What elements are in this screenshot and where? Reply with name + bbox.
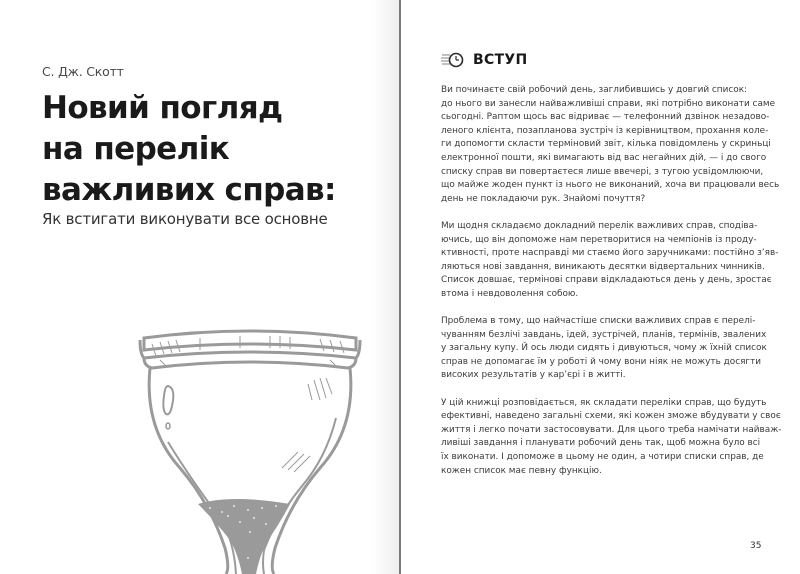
text-line: справ не допомагає їм у роботі й чому вони ніяк не можуть досягти (441, 356, 762, 367)
page-number: 35 (750, 541, 762, 551)
author-name: С. Дж. Скотт (42, 64, 124, 79)
paragraph (441, 397, 782, 479)
text-line: ктивності, проте насправді ми стаємо його заручниками: постійно з’яв- (441, 248, 779, 259)
book-title-line: Новий погляд (42, 90, 283, 126)
text-line: втома і невдоволення собою. (441, 288, 579, 299)
section-title: ВСТУП (473, 52, 528, 68)
book-subtitle: Як встигати виконувати все основне (42, 210, 328, 228)
paragraph (441, 84, 780, 206)
book-title-line: на перелік (42, 131, 230, 167)
text-line: ефективні, наведено загальні схеми, які кожен зможе вбудувати у своє (441, 411, 781, 422)
text-line: Ми щодня складаємо докладний перелік важливих справ, сподіва- (441, 220, 758, 231)
text-line: високих результатів у кар’єрі і в житті. (441, 370, 626, 381)
left-page (0, 0, 399, 574)
text-line: день не покладаючи рук. Знайомі почуття? (441, 193, 646, 204)
text-line: Проблема в тому, що найчастіше списки важливих справ є перелі- (441, 316, 756, 327)
text-line: життя і легко почати застосовувати. Для цього треба намічати найваж- (441, 424, 782, 435)
clock-speed-icon (441, 52, 465, 68)
text-line: ги допомогти скласти терміновий звіт, кілька повідомлень у скриньці (441, 139, 771, 150)
hourglass-icon (130, 318, 370, 574)
body-text (441, 84, 782, 492)
text-line: Список довшає, термінові справи відкладаються день у день, зростає (441, 275, 772, 286)
text-line: сьогодні. Раптом щось вас відриває — телефонний дзвінок незадово- (441, 112, 770, 123)
text-line: їх виконати. І допоможе в цьому не один, а чотири списки справ, де (441, 452, 764, 463)
paragraph (441, 315, 767, 383)
text-line: ляються нові завдання, виникають десятки відвертальних чинників. (441, 261, 765, 272)
text-line: ливіші завдання і планувати робочий день так, щоб можна було всі (441, 438, 761, 449)
text-line: електронної пошти, які вимагають від вас негайних дій, — і до свого (441, 152, 767, 163)
right-page (401, 0, 800, 574)
gutter-shadow (372, 0, 399, 574)
text-line: Ви починаєте свій робочий день, заглибившись у довгий список: (441, 85, 748, 95)
text-line: кожен список має певну функцію. (441, 465, 602, 476)
book-title (42, 88, 336, 211)
book-title-line: важливих справ: (42, 172, 336, 208)
text-line: що майже жоден пункт із нього не виконаний, хоча ви працювали весь (441, 180, 780, 191)
paragraph (441, 220, 779, 302)
text-line: ючись, що він допоможе нам перетворитися на чемпіонів із проду- (441, 234, 757, 245)
text-line: У цій книжці розповідається, як складати переліки справ, що будуть (441, 397, 767, 408)
section-header (441, 52, 528, 68)
text-line: леного клієнта, позапланова зустріч із керівництвом, прохання коле- (441, 125, 769, 136)
text-line: списку справ ви повертаєтеся лише ввечері, з тугою усвідомлюючи, (441, 166, 764, 177)
text-line: у загальну купу. Й ось люди сидять і дивуються, чому ж їхній список (441, 343, 767, 354)
text-line: чуванням безлічі завдань, ідей, зустрічей, планів, термінів, звалених (441, 329, 767, 340)
text-line: до нього ви занесли найважливіші справи, які потрібно виконати саме (441, 98, 776, 109)
